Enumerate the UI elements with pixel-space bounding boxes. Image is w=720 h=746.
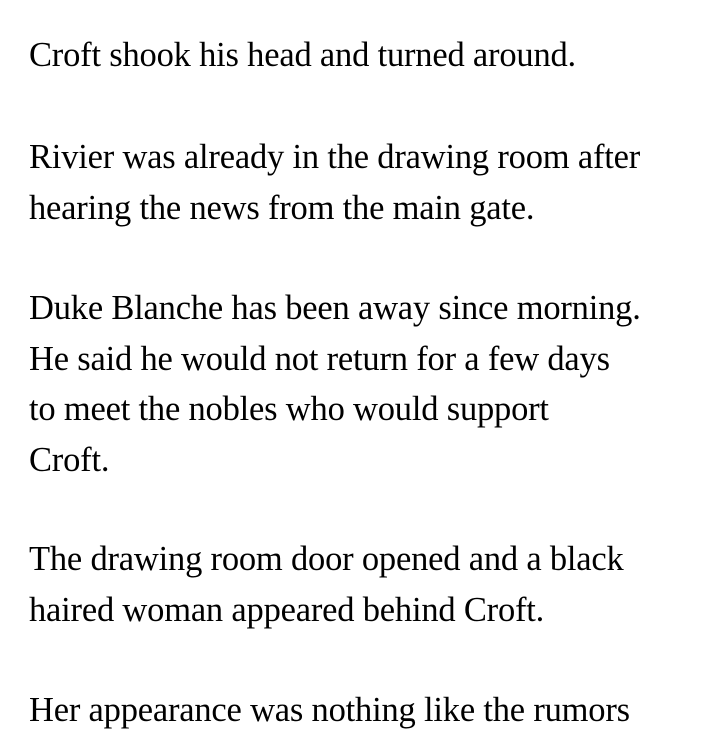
text-line: He said he would not return for a few days <box>29 339 610 378</box>
text-line: Rivier was already in the drawing room after <box>29 138 641 176</box>
paragraph-4 <box>29 534 624 635</box>
text-line: Duke Blanche has been away since morning. <box>29 289 641 327</box>
text-line: haired woman appeared behind Croft. <box>29 590 545 629</box>
text-line: hearing the news from the main gate. <box>29 188 535 227</box>
text-line: Croft shook his head and turned around. <box>29 36 576 74</box>
paragraph-5 <box>29 685 630 736</box>
text-line: Croft. <box>29 440 110 479</box>
paragraph-1 <box>29 30 576 81</box>
text-line: The drawing room door opened and a black <box>29 540 624 578</box>
paragraph-3 <box>29 283 641 485</box>
paragraph-2 <box>29 132 640 233</box>
text-line: Her appearance was nothing like the rumors <box>29 691 630 729</box>
text-line: to meet the nobles who would support <box>29 390 549 428</box>
